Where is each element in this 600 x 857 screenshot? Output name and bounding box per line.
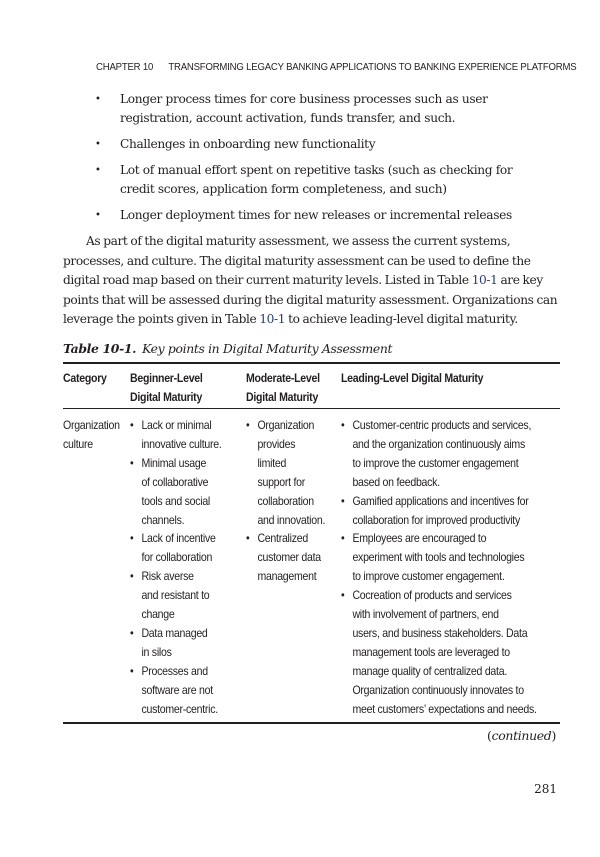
table-title: Key points in Digital Maturity Assessment	[142, 341, 393, 356]
table-header-rule	[63, 408, 560, 409]
bullet-icon: •	[130, 663, 134, 678]
bullet-icon: •	[341, 418, 345, 432]
table-bottom-rule	[63, 722, 560, 724]
bullet-icon: •	[246, 531, 250, 546]
bullet-icon: •	[95, 210, 101, 221]
list-item: • Risk averse and resistant to change	[130, 569, 210, 622]
header-moderate: Moderate-Level Digital Maturity	[246, 371, 320, 404]
list-item: • Processes and software are not customer-centric.	[130, 663, 218, 716]
header-leading: Leading-Level Digital Maturity	[341, 371, 484, 385]
list-item: • Minimal usage of collaborative tools and social channels.	[130, 455, 211, 527]
cell-leading	[341, 416, 570, 719]
bullet-icon: •	[95, 165, 101, 176]
list-item: • Organization provides limited support for collaboration and innovation.	[246, 418, 326, 527]
table-top-rule	[63, 362, 560, 364]
cell-moderate	[246, 416, 330, 586]
list-item: • Customer-centric products and services, and the organization continuously aims to improve the customer engagement based on feedback.	[341, 418, 532, 489]
bullet-icon: •	[341, 588, 345, 603]
bullet-icon: •	[130, 625, 134, 640]
table-reference-link[interactable]: 10-1	[259, 312, 286, 327]
header-beginner: Beginner-Level Digital Maturity	[130, 371, 203, 404]
bullet-icon: •	[246, 418, 250, 432]
table-number: Table 10-1.	[63, 341, 137, 356]
bullet-icon: •	[341, 493, 345, 508]
page-number: 281	[534, 782, 557, 796]
list-item: • Cocreation of products and services with involvement of partners, end users, and business stakeholders. Data management tools are leveraged to manage quality of centralized data. Organization continuously innovates to meet customers’ expectations and needs.	[341, 588, 537, 716]
chapter-title: TRANSFORMING LEGACY BANKING APPLICATIONS TO BANKING EXPERIENCE PLATFORMS	[168, 62, 577, 73]
cell-beginner	[130, 416, 244, 719]
list-item: • Gamified applications and incentives for collaboration for improved productivity	[341, 493, 529, 527]
chapter-label: CHAPTER 10	[96, 62, 154, 73]
list-item: • Lack of incentive for collaboration	[130, 531, 216, 565]
list-item: • Employees are encouraged to experiment with tools and technologies to improve customer engagement.	[341, 531, 525, 584]
bullet-icon: •	[130, 455, 134, 470]
running-head	[96, 62, 577, 73]
list-item: • Lack or minimal innovative culture.	[130, 418, 222, 451]
cell-category: Organization culture	[63, 418, 120, 451]
bullet-icon: •	[95, 139, 101, 150]
table-caption	[63, 341, 392, 356]
header-category: Category	[63, 371, 107, 385]
bullet-icon: •	[130, 569, 134, 584]
bullet-item: • Challenges in onboarding new functionality	[95, 135, 545, 154]
bullet-item: • Longer process times for core business processes such as user registration, account activation, funds transfer, and such.	[95, 92, 488, 125]
bullet-icon: •	[95, 94, 101, 105]
bullet-icon: •	[341, 531, 345, 546]
list-item: • Data managed in silos	[130, 625, 208, 659]
list-item: • Centralized customer data management	[246, 531, 321, 584]
continued-label: (continued)	[487, 728, 556, 743]
bullet-item: • Lot of manual effort spent on repetitive tasks (such as checking for credit scores, application form completeness, and such)	[95, 163, 513, 196]
bullet-list	[95, 90, 545, 232]
body-paragraph: As part of the digital maturity assessment, we assess the current systems, processes, and culture. The digital maturity assessment can be used to define the digital road map based on their current maturity levels. Listed in Table 10-1 are key points that will be assessed during the digital maturity assessment. Organizations can leverage the points given in Table 10-1 to achieve leading-level digital maturity.	[63, 234, 558, 327]
table-reference-link[interactable]: 10-1	[471, 273, 498, 288]
bullet-icon: •	[130, 531, 134, 546]
bullet-item: • Longer deployment times for new releases or incremental releases	[95, 206, 545, 225]
bullet-icon: •	[130, 418, 134, 432]
